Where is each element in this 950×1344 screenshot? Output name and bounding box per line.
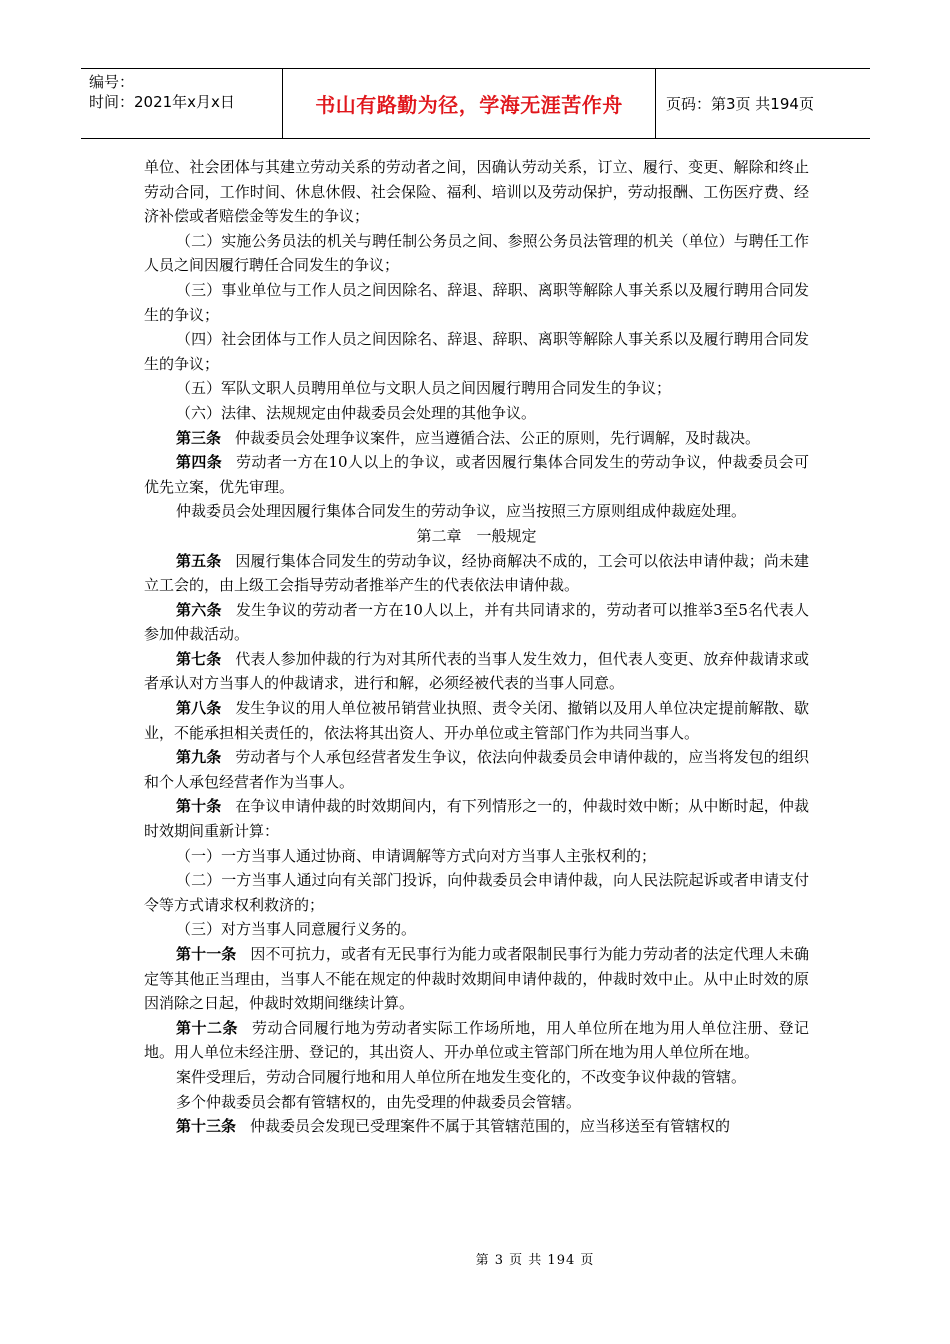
article-paragraph <box>144 696 809 745</box>
body-paragraph <box>144 229 809 278</box>
paragraph-text: （六）法律、法规规定由仲裁委员会处理的其他争议。 <box>176 403 537 422</box>
article-number: 第十三条 <box>176 1117 237 1136</box>
body-paragraph <box>144 278 809 327</box>
article-number: 第十条 <box>176 797 222 816</box>
paragraph-text: （四）社会团体与工作人员之间因除名、辞退、辞职、离职等解除人事关系以及履行聘用合同发生的争议； <box>144 330 809 373</box>
article-paragraph <box>144 794 809 843</box>
paragraph-text: 劳动者一方在10人以上的争议，或者因履行集体合同发生的劳动争议，仲裁委员会可优先立案，优先审理。 <box>144 453 809 496</box>
paragraph-text: 因不可抗力，或者有无民事行为能力或者限制民事行为能力劳动者的法定代理人未确定等其他正当理由，当事人不能在规定的仲裁时效期间申请仲裁的，仲裁时效中止。从中止时效的原因消除之日起，仲裁时效期间继续计算。 <box>144 945 809 1013</box>
paragraph-text: 案件受理后，劳动合同履行地和用人单位所在地发生变化的，不改变争议仲裁的管辖。 <box>176 1067 747 1086</box>
body-paragraph <box>144 327 809 376</box>
article-paragraph <box>144 745 809 794</box>
body-paragraph <box>144 499 809 524</box>
paragraph-text: 仲裁委员会发现已受理案件不属于其管辖范围的，应当移送至有管辖权的 <box>250 1117 731 1136</box>
paragraph-text: （一）一方当事人通过协商、申请调解等方式向对方当事人主张权利的； <box>176 846 657 865</box>
page-footer: 第 3 页 共 194 页 <box>475 1253 595 1268</box>
paragraph-text: 因履行集体合同发生的劳动争议，经协商解决不成的，工会可以依法申请仲裁；尚未建立工会的，由上级工会指导劳动者推举产生的代表依法申请仲裁。 <box>144 551 809 595</box>
paragraph-text: 多个仲裁委员会都有管辖权的，由先受理的仲裁委员会管辖。 <box>176 1092 582 1111</box>
paragraph-text: 在争议申请仲裁的时效期间内，有下列情形之一的，仲裁时效中断；从中断时起，仲裁时效期间重新计算： <box>144 797 809 841</box>
body-paragraph <box>144 868 809 917</box>
article-paragraph <box>144 426 809 451</box>
article-number: 第七条 <box>176 649 222 668</box>
article-paragraph <box>144 1114 809 1139</box>
article-paragraph <box>144 598 809 647</box>
article-paragraph <box>144 942 809 1016</box>
paragraph-text: 劳动者与个人承包经营者发生争议，依法向仲裁委员会申请仲裁的，应当将发包的组织和个人承包经营者作为当事人。 <box>144 748 809 791</box>
body-paragraph <box>144 376 809 401</box>
body-paragraph <box>144 401 809 426</box>
paragraph-text: 发生争议的用人单位被吊销营业执照、责令关闭、撤销以及用人单位决定提前解散、歇业，不能承担相关责任的，依法将其出资人、开办单位或主管部门作为共同当事人。 <box>144 699 809 742</box>
chapter-heading <box>144 524 809 549</box>
body-paragraph <box>144 917 809 942</box>
article-number: 第九条 <box>176 748 222 767</box>
body-paragraph <box>144 155 809 229</box>
article-number: 第五条 <box>176 551 222 570</box>
header-meta <box>81 69 283 138</box>
article-number: 第六条 <box>176 600 222 619</box>
paragraph-text: 仲裁委员会处理因履行集体合同发生的劳动争议，应当按照三方原则组成仲裁庭处理。 <box>176 502 747 521</box>
article-paragraph <box>144 647 809 696</box>
article-number: 第十一条 <box>176 945 237 963</box>
article-number: 第三条 <box>176 428 222 447</box>
article-paragraph <box>144 1016 809 1065</box>
number-label: 编号： <box>89 73 135 91</box>
article-number: 第八条 <box>176 699 222 718</box>
paragraph-text: 第二章 一般规定 <box>416 526 537 545</box>
paragraph-text: 仲裁委员会处理争议案件，应当遵循合法、公正的原则，先行调解，及时裁决。 <box>235 428 761 447</box>
paragraph-text: 发生争议的劳动者一方在10人以上，并有共同请求的，劳动者可以推举3至5名代表人参加仲裁活动。 <box>144 600 809 644</box>
date-label: 时间：2021年x月x日 <box>89 93 235 111</box>
article-paragraph <box>144 549 809 598</box>
paragraph-text: 单位、社会团体与其建立劳动关系的劳动者之间，因确认劳动关系，订立、履行、变更、解除和终止劳动合同，工作时间、休息休假、社会保险、福利、培训以及劳动保护，劳动报酬、工伤医疗费、经济补偿或者赔偿金等发生的争议； <box>144 158 809 226</box>
paragraph-text: （五）军队文职人员聘用单位与文职人员之间因履行聘用合同发生的争议； <box>176 379 672 398</box>
article-paragraph <box>144 450 809 499</box>
paragraph-text: （三）事业单位与工作人员之间因除名、辞退、辞职、离职等解除人事关系以及履行聘用合同发生的争议； <box>144 280 809 324</box>
paragraph-text: （二）实施公务员法的机关与聘任制公务员之间、参照公务员法管理的机关（单位）与聘任工作人员之间因履行聘任合同发生的争议； <box>144 231 809 275</box>
paragraph-text: （三）对方当事人同意履行义务的。 <box>176 920 417 939</box>
paragraph-text: 代表人参加仲裁的行为对其所代表的当事人发生效力，但代表人变更、放弃仲裁请求或者承认对方当事人的仲裁请求，进行和解，必须经被代表的当事人同意。 <box>144 649 809 693</box>
body-paragraph <box>144 1090 809 1115</box>
header-page-info: 页码：第3页 共194页 <box>666 95 814 113</box>
paragraph-text: 劳动合同履行地为劳动者实际工作场所地，用人单位所在地为用人单位注册、登记地。用人单位未经注册、登记的，其出资人、开办单位或主管部门所在地为用人单位所在地。 <box>144 1018 809 1062</box>
body-paragraph <box>144 1065 809 1090</box>
article-number: 第十二条 <box>176 1018 238 1037</box>
page-header <box>81 68 870 139</box>
document-body <box>144 155 809 1139</box>
body-paragraph <box>144 844 809 869</box>
article-number: 第四条 <box>176 453 223 472</box>
header-motto: 书山有路勤为径，学海无涯苦作舟 <box>283 69 656 138</box>
paragraph-text: （二）一方当事人通过向有关部门投诉，向仲裁委员会申请仲裁，向人民法院起诉或者申请支付令等方式请求权利救济的； <box>144 871 809 914</box>
